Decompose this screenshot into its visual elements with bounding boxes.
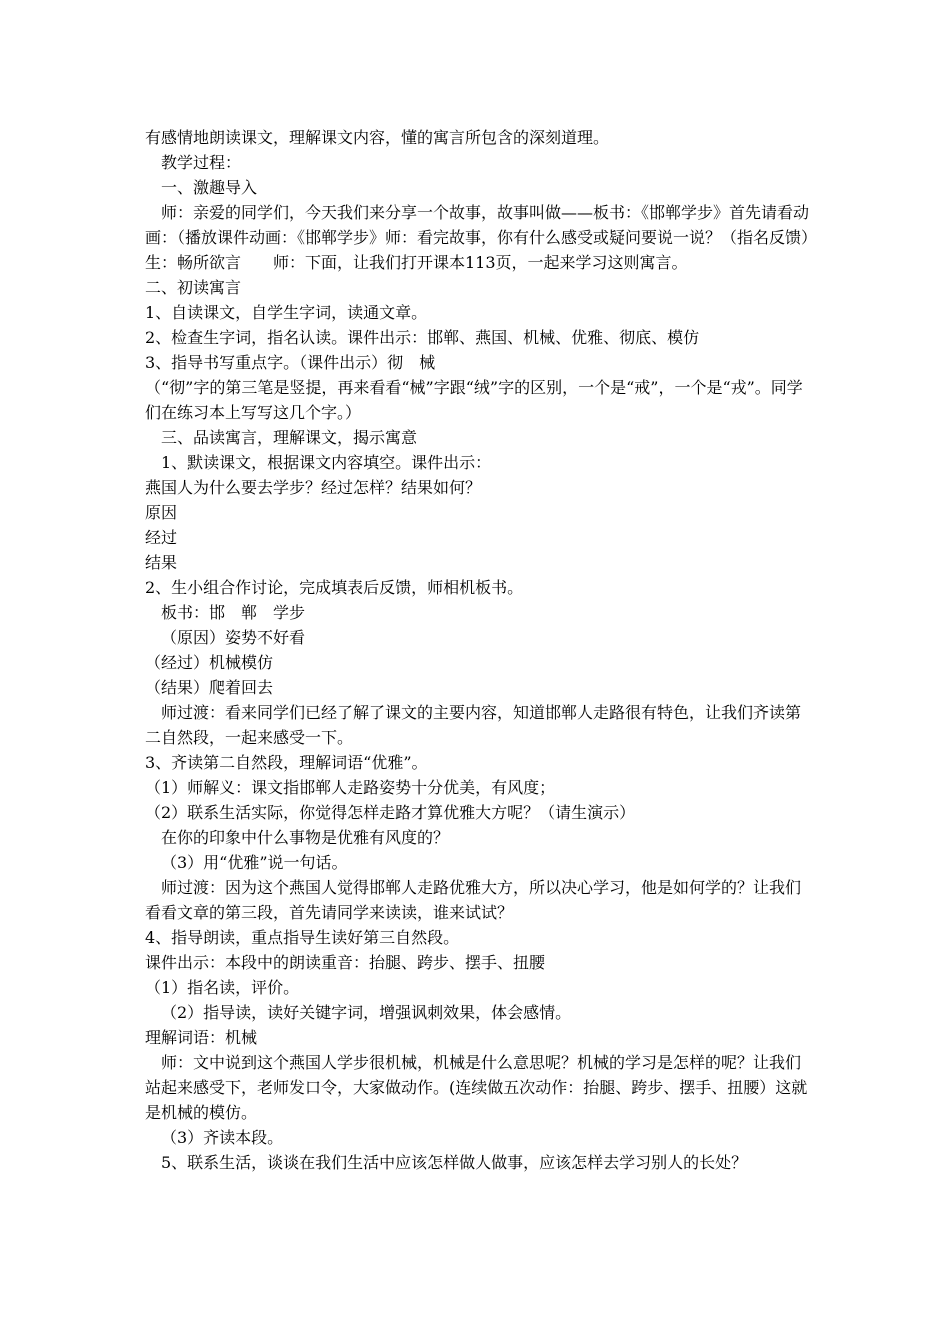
paragraph: 经过 <box>145 528 178 547</box>
paragraph: 教学过程： <box>161 153 242 172</box>
paragraph: 1、自读课文，自学生字词，读通文章。 <box>145 303 428 322</box>
paragraph: 5、联系生活，谈谈在我们生活中应该怎样做人做事，应该怎样去学习别人的长处？ <box>161 1153 748 1172</box>
paragraph: （原因）姿势不好看 <box>161 628 306 647</box>
paragraph: 在你的印象中什么事物是优雅有风度的？ <box>161 828 450 847</box>
paragraph: 师：亲爱的同学们，今天我们来分享一个故事，故事叫做——板书：《邯郸学步》首先请看动画：（播放课件动画：《邯郸学步》师：看完故事，你有什么感受或疑问要说一说？（指名反馈） 生：畅所欲言 师：下面，让我们打开课本113页，一起来学习这则寓言。 <box>145 203 826 272</box>
paragraph: （1）指名读，评价。 <box>145 978 300 997</box>
paragraph: 板书：邯 郸 学步 <box>161 603 306 622</box>
paragraph: （2）联系生活实际，你觉得怎样走路才算优雅大方呢？（请生演示） <box>145 803 636 822</box>
paragraph: 课件出示：本段中的朗读重音：抬腿、跨步、摆手、扭腰 <box>145 953 546 972</box>
paragraph: 2、检查生字词，指名认读。课件出示：邯郸、燕国、机械、优雅、彻底、模仿 <box>145 328 700 347</box>
paragraph: 师：文中说到这个燕国人学步很机械，机械是什么意思呢？机械的学习是怎样的呢？让我们站起来感受下，老师发口令，大家做动作。(连续做五次动作：抬腿、跨步、摆手、扭腰）这就是机械的模仿。 <box>145 1053 808 1122</box>
paragraph: 理解词语：机械 <box>145 1028 258 1047</box>
paragraph: 有感情地朗读课文，理解课文内容，懂的寓言所包含的深刻道理。 <box>145 128 610 147</box>
paragraph: 1、默读课文，根据课文内容填空。课件出示： <box>161 453 492 472</box>
paragraph: （“彻”字的第三笔是竖提，再来看看“械”字跟“绒”字的区别，一个是“戒”，一个是“戎”。同学们在练习本上写写这几个字。） <box>145 378 803 422</box>
paragraph: （3）齐读本段。 <box>161 1128 284 1147</box>
paragraph: （经过）机械模仿 <box>145 653 274 672</box>
document-body <box>145 125 826 1175</box>
section-heading: 一、激趣导入 <box>161 178 258 197</box>
paragraph: 3、齐读第二自然段，理解词语“优雅”。 <box>145 753 428 772</box>
paragraph: （1）师解义：课文指邯郸人走路姿势十分优美，有风度； <box>145 778 556 797</box>
paragraph: 燕国人为什么要去学步？经过怎样？结果如何？ <box>145 478 482 497</box>
paragraph: （2）指导读，读好关键字词，增强讽刺效果，体会感情。 <box>161 1003 572 1022</box>
paragraph: 2、生小组合作讨论，完成填表后反馈，师相机板书。 <box>145 578 524 597</box>
paragraph: （3）用“优雅”说一句话。 <box>161 853 348 872</box>
section-heading: 二、初读寓言 <box>145 278 242 297</box>
paragraph: 师过渡：因为这个燕国人觉得邯郸人走路优雅大方，所以决心学习，他是如何学的？让我们看看文章的第三段，首先请同学来读读，谁来试试？ <box>145 878 802 922</box>
paragraph: 结果 <box>145 553 178 572</box>
paragraph: （结果）爬着回去 <box>145 678 274 697</box>
paragraph: 师过渡：看来同学们已经了解了课文的主要内容，知道邯郸人走路很有特色，让我们齐读第二自然段，一起来感受一下。 <box>145 703 802 747</box>
paragraph: 原因 <box>145 503 178 522</box>
paragraph: 4、指导朗读，重点指导生读好第三自然段。 <box>145 928 460 947</box>
paragraph: 3、指导书写重点字。（课件出示）彻 械 <box>145 353 436 372</box>
section-heading: 三、品读寓言，理解课文，揭示寓意 <box>161 428 418 447</box>
